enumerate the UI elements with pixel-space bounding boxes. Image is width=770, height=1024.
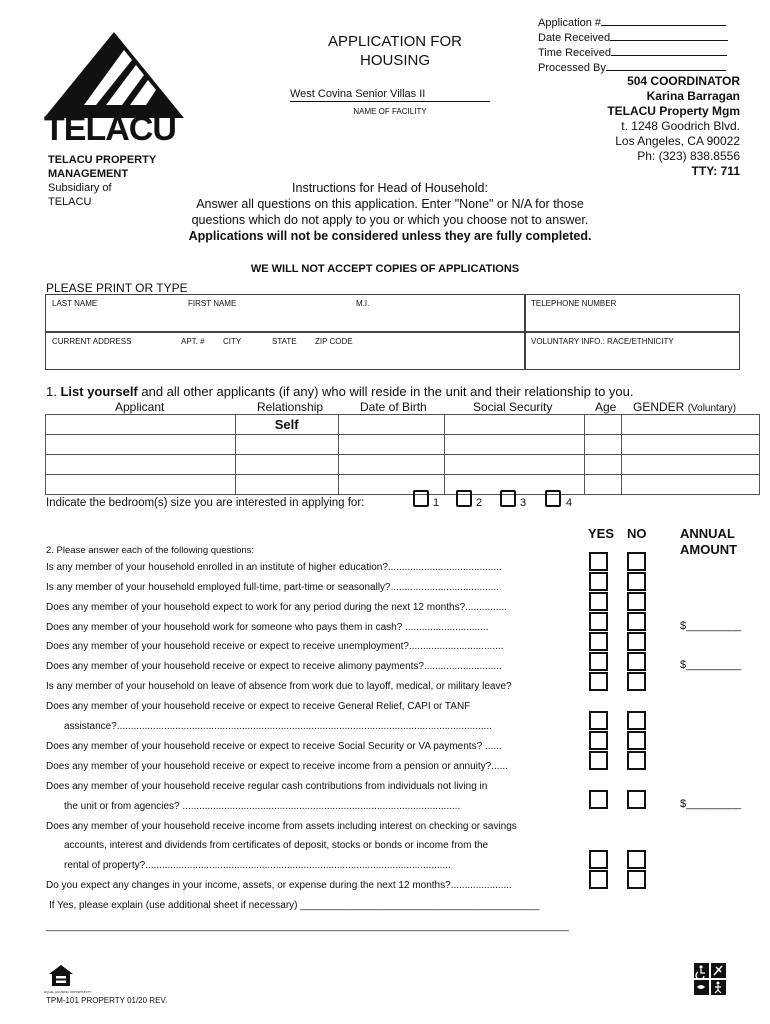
applicant-cell[interactable] — [46, 475, 236, 495]
age-cell[interactable] — [585, 415, 622, 435]
table-row — [46, 455, 760, 475]
office-use-block — [538, 16, 728, 76]
applicants-table — [45, 414, 760, 495]
q7-text: Is any member of your household on leave of absence from work due to layoff, medical, or military leave? — [46, 681, 512, 692]
q10-yes-checkbox[interactable] — [589, 751, 608, 770]
applicant-cell[interactable] — [46, 435, 236, 455]
q1-no-checkbox[interactable] — [627, 552, 646, 571]
q6-no-checkbox[interactable] — [627, 652, 646, 671]
q12b-text: accounts, interest and dividends from certificates of deposit, stocks or bonds or income from the — [64, 840, 489, 851]
q11b-text: the unit or from agencies? .................................................................................................... — [64, 801, 461, 812]
ssn-cell[interactable] — [445, 455, 585, 475]
q10-no-checkbox[interactable] — [627, 751, 646, 770]
q1-yes-checkbox[interactable] — [589, 552, 608, 571]
q6-text: Does any member of your household receive or expect to receive alimony payments?............................ — [46, 661, 502, 672]
page-title — [300, 32, 490, 70]
logo-wordmark: TELACU — [44, 110, 176, 148]
q8b-text: assistance?....................................................................................................................................... — [64, 721, 492, 732]
q11a-text: Does any member of your household receive regular cash contributions from individuals not living in — [46, 781, 488, 792]
yes-header: YES — [588, 526, 615, 541]
q3-text: Does any member of your household expect to work for any period during the next 12 months?............... — [46, 602, 507, 613]
q2-text: Is any member of your household employed full-time, part-time or seasonally?....................................... — [46, 582, 499, 593]
contact-line4: t. 1248 Goodrich Blvd. — [621, 119, 740, 133]
contact-line1: 504 COORDINATOR — [627, 74, 740, 88]
instructions-line3: Applications will not be considered unless they are fully completed. — [188, 229, 592, 243]
contact-line3: TELACU Property Mgm — [607, 104, 740, 118]
org-line2: MANAGEMENT — [48, 168, 129, 180]
contact-block — [607, 74, 740, 179]
bedroom-2-label: 2 — [476, 497, 483, 509]
q4-text: Does any member of your household work for someone who pays them in cash? .............................. — [46, 622, 489, 633]
section1-bold: List yourself — [60, 384, 138, 399]
section1-heading — [46, 384, 634, 399]
col-gender: GENDER (Voluntary) — [633, 400, 737, 414]
age-cell[interactable] — [585, 475, 622, 495]
form-id: TPM-101 PROPERTY 01/20 REV. — [46, 996, 168, 1005]
age-cell[interactable] — [585, 455, 622, 475]
table-row — [46, 475, 760, 495]
dob-cell[interactable] — [338, 415, 445, 435]
instructions — [150, 180, 630, 244]
q10-text: Does any member of your household receive or expect to receive income from a pension or annuity?...... — [46, 761, 508, 772]
instructions-line2: questions which do not apply to you or which you choose not to answer. — [191, 213, 589, 227]
facility-label: NAME OF FACILITY — [353, 107, 427, 116]
bedroom-1-checkbox[interactable] — [413, 490, 429, 507]
bedroom-prompt: Indicate the bedroom(s) size you are interested in applying for: — [46, 497, 365, 509]
title-line1: APPLICATION FOR — [328, 33, 462, 50]
section2-intro: 2. Please answer each of the following questions: — [46, 545, 255, 556]
relationship-cell[interactable] — [235, 435, 338, 455]
facility-name: West Covina Senior Villas II — [290, 88, 490, 102]
application-no-label: Application # — [538, 17, 601, 29]
q11-no-checkbox[interactable] — [627, 790, 646, 809]
q5-yes-checkbox[interactable] — [589, 632, 608, 651]
relationship-cell-self: Self — [235, 415, 338, 435]
eho-label: EQUAL HOUSING OPPORTUNITY — [44, 990, 92, 994]
applicant-cell[interactable] — [46, 415, 236, 435]
section1-num: 1. — [46, 384, 61, 399]
instructions-line1: Answer all questions on this application. Enter "None" or N/A for those — [196, 197, 584, 211]
date-received-label: Date Received — [538, 32, 611, 44]
q6-amount-field[interactable]: $_________ — [680, 659, 742, 671]
q9-no-checkbox[interactable] — [627, 731, 646, 750]
name-field-box[interactable] — [45, 294, 525, 332]
q12-yes-checkbox[interactable] — [589, 850, 608, 869]
contact-line6: Ph: (323) 838.8556 — [637, 149, 740, 163]
q5-no-checkbox[interactable] — [627, 632, 646, 651]
dob-cell[interactable] — [338, 435, 445, 455]
accessibility-icons — [694, 963, 726, 995]
q14-text: If Yes, please explain (use additional sheet if necessary) ___________________________________________ — [49, 900, 540, 911]
table-row — [46, 435, 760, 455]
q9-text: Does any member of your household receive or expect to receive Social Security or VA payments? ...... — [46, 741, 502, 752]
applicant-cell[interactable] — [46, 455, 236, 475]
relationship-cell[interactable] — [235, 475, 338, 495]
no-copies-notice: WE WILL NOT ACCEPT COPIES OF APPLICATIONS — [250, 263, 520, 275]
q13-no-checkbox[interactable] — [627, 870, 646, 889]
last-name-label: LAST NAME — [52, 299, 98, 308]
city-label: CITY — [223, 337, 242, 346]
date-received-field[interactable] — [610, 40, 728, 41]
q6-yes-checkbox[interactable] — [589, 652, 608, 671]
zip-label: ZIP CODE — [315, 337, 353, 346]
time-received-field[interactable] — [611, 55, 727, 56]
col-applicant: Applicant — [115, 400, 165, 414]
telephone-label: TELEPHONE NUMBER — [531, 299, 617, 308]
equal-housing-icon — [48, 964, 74, 990]
contact-line5: Los Angeles, CA 90022 — [615, 134, 740, 148]
col-relationship: Relationship — [257, 400, 324, 414]
mi-label: M.I. — [356, 299, 370, 308]
org-line4: TELACU — [48, 196, 92, 208]
processed-by-label: Processed By — [538, 62, 606, 74]
state-label: STATE — [272, 337, 297, 346]
q12-no-checkbox[interactable] — [627, 850, 646, 869]
print-notice: PLEASE PRINT OR TYPE — [46, 281, 188, 295]
gender-cell[interactable] — [622, 435, 760, 455]
gender-cell[interactable] — [622, 455, 760, 475]
q3-no-checkbox[interactable] — [627, 592, 646, 611]
time-received-label: Time Received — [538, 47, 611, 59]
gender-cell[interactable] — [622, 475, 760, 495]
bedroom-3-checkbox[interactable] — [500, 490, 516, 507]
q5-text: Does any member of your household receive or expect to receive unemployment?.................................. — [46, 641, 504, 652]
q8a-text: Does any member of your household receive or expect to receive General Relief, CAPI or TANF — [46, 701, 471, 712]
bedroom-4-checkbox[interactable] — [545, 490, 561, 507]
section1-rest: and all other applicants (if any) who will reside in the unit and their relationship to you. — [137, 384, 634, 399]
gender-cell[interactable] — [622, 415, 760, 435]
q4-yes-checkbox[interactable] — [589, 612, 608, 631]
instructions-heading: Instructions for Head of Household: — [292, 181, 488, 195]
q8-yes-checkbox[interactable] — [589, 711, 608, 730]
age-cell[interactable] — [585, 435, 622, 455]
col-age: Age — [595, 400, 617, 414]
q4-no-checkbox[interactable] — [627, 612, 646, 631]
q1-text: Is any member of your household enrolled in an institute of higher education?......................................... — [46, 562, 502, 573]
voluntary-label: VOLUNTARY INFO.: RACE/ETHNICITY — [531, 337, 674, 346]
q12c-text: rental of property?.............................................................................................................. — [64, 860, 451, 871]
q14-line2: ______________________________________________________________________________________________ — [46, 921, 569, 932]
annual-amount-header: ANNUAL AMOUNT — [680, 526, 738, 557]
org-line3: Subsidiary of — [48, 182, 112, 194]
q13-yes-checkbox[interactable] — [589, 870, 608, 889]
q7-no-checkbox[interactable] — [627, 672, 646, 691]
processed-by-field[interactable] — [606, 70, 726, 71]
q4-amount-field[interactable]: $_________ — [680, 620, 742, 632]
table-row — [46, 415, 760, 435]
q9-yes-checkbox[interactable] — [589, 731, 608, 750]
q2-yes-checkbox[interactable] — [589, 572, 608, 591]
ssn-cell[interactable] — [445, 415, 585, 435]
q12a-text: Does any member of your household receive income from assets including interest on checking or savings — [46, 821, 517, 832]
org-block — [48, 153, 156, 209]
q7-yes-checkbox[interactable] — [589, 672, 608, 691]
dob-cell[interactable] — [338, 455, 445, 475]
relationship-cell[interactable] — [235, 455, 338, 475]
ssn-cell[interactable] — [445, 435, 585, 455]
q2-no-checkbox[interactable] — [627, 572, 646, 591]
current-address-label: CURRENT ADDRESS — [52, 337, 132, 346]
first-name-label: FIRST NAME — [188, 299, 237, 308]
bedroom-4-label: 4 — [566, 497, 573, 509]
q13-text: Do you expect any changes in your income, assets, or expense during the next 12 months?...................... — [46, 880, 512, 891]
contact-line2: Karina Barragan — [646, 89, 740, 103]
application-no-field[interactable] — [601, 25, 726, 26]
no-header: NO — [627, 526, 647, 541]
bedroom-2-checkbox[interactable] — [456, 490, 472, 507]
q11-yes-checkbox[interactable] — [589, 790, 608, 809]
q11-amount-field[interactable]: $_________ — [680, 798, 742, 810]
col-ssn: Social Security — [473, 400, 553, 414]
org-line1: TELACU PROPERTY — [48, 154, 157, 166]
bedroom-1-label: 1 — [433, 497, 440, 509]
apt-label: APT. # — [181, 337, 205, 346]
col-dob: Date of Birth — [360, 400, 427, 414]
bedroom-3-label: 3 — [520, 497, 527, 509]
title-line2: HOUSING — [359, 52, 430, 69]
contact-line7: TTY: 711 — [691, 164, 740, 178]
q3-yes-checkbox[interactable] — [589, 592, 608, 611]
q8-no-checkbox[interactable] — [627, 711, 646, 730]
